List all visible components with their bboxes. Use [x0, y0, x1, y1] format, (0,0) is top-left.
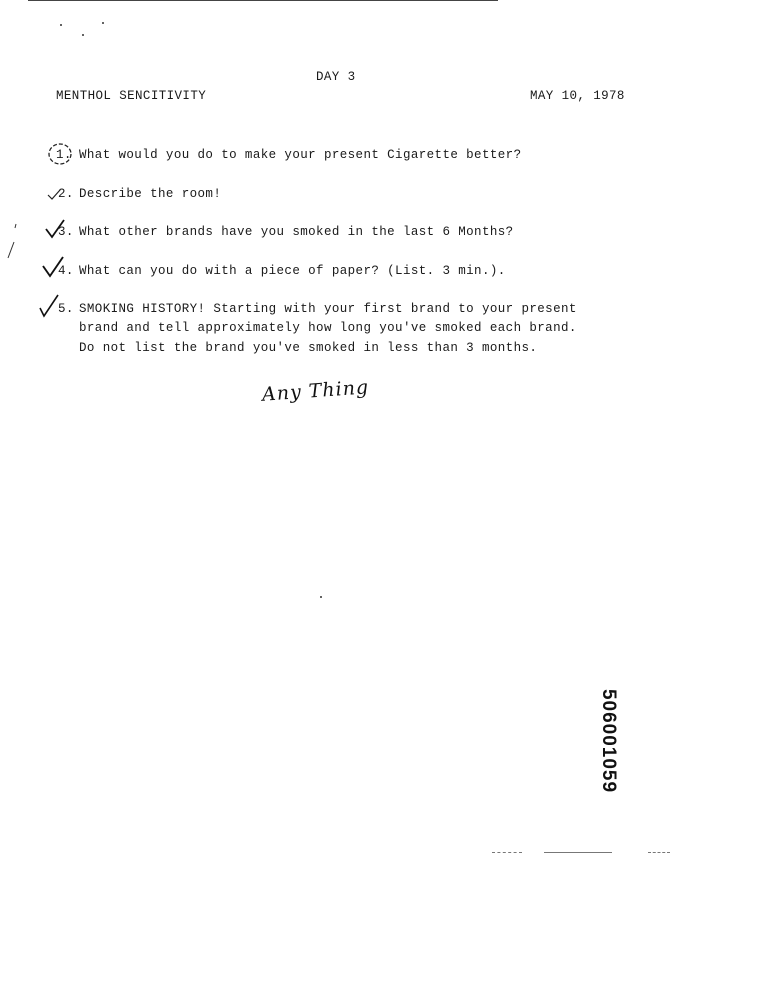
bottom-rule [544, 852, 612, 854]
document-number: 506001059 [598, 688, 619, 794]
question-2-number: 2. [58, 187, 74, 201]
question-2-text: Describe the room! [79, 187, 222, 201]
scan-speck [60, 24, 62, 26]
bottom-rule [648, 852, 670, 854]
margin-mark-icon [4, 222, 24, 262]
top-rule [28, 0, 498, 2]
question-1-text: What would you do to make your present Cigarette better? [79, 148, 522, 162]
handwritten-answer: Any Thing [261, 376, 370, 406]
question-3-text: What other brands have you smoked in the last 6 Months? [79, 225, 514, 239]
scan-speck [82, 34, 84, 36]
question-1-number: 1. [56, 148, 72, 162]
scan-speck [320, 596, 322, 598]
question-3-number: 3. [58, 225, 74, 239]
check-mark-icon [38, 294, 60, 318]
question-5-line-3: Do not list the brand you've smoked in less than 3 months. [79, 341, 538, 355]
document-date: MAY 10, 1978 [530, 89, 625, 103]
day-heading: DAY 3 [316, 70, 356, 84]
scan-speck [102, 22, 104, 24]
question-5-number: 5. [58, 302, 74, 316]
question-4-number: 4. [58, 264, 74, 278]
question-5-line-1: SMOKING HISTORY! Starting with your first brand to your present [79, 302, 577, 316]
study-title: MENTHOL SENCITIVITY [56, 89, 207, 103]
bottom-rule [492, 852, 522, 854]
question-5-line-2: brand and tell approximately how long you've smoked each brand. [79, 321, 577, 335]
question-4-text: What can you do with a piece of paper? (List. 3 min.). [79, 264, 506, 278]
